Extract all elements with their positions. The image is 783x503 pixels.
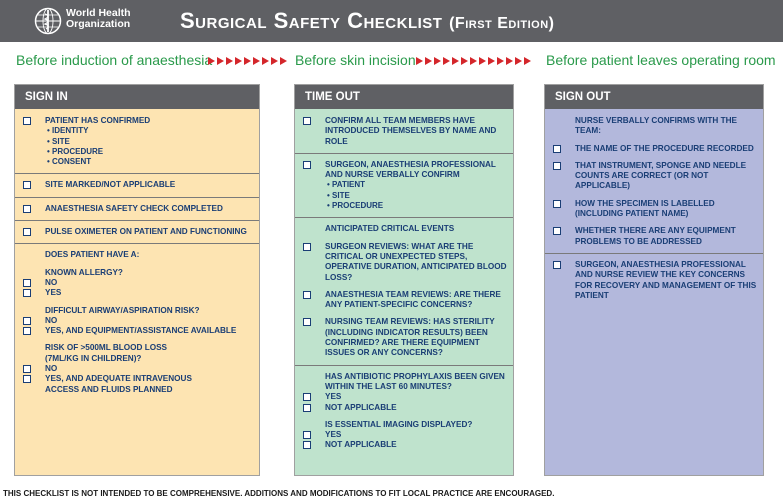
anaesthesia-check-label: ANAESTHESIA SAFETY CHECK COMPLETED [45, 203, 223, 213]
pulse-oximeter-section [15, 221, 259, 244]
equipment-problems-checkbox[interactable] [553, 227, 561, 235]
footer-disclaimer: THIS CHECKLIST IS NOT INTENDED TO BE COMPREHENSIVE. ADDITIONS AND MODIFICATIONS TO FIT LOCAL PRACTICE ARE ENCOURAGED. [3, 489, 555, 498]
pulse-oximeter-checkbox[interactable] [23, 228, 31, 236]
confirmed-item-site: • SITE [47, 136, 70, 146]
phase-arrows-1-icon [208, 57, 289, 67]
review-concerns-label: SURGEON, ANAESTHESIA PROFESSIONAL AND NURSE REVIEW THE KEY CONCERNS FOR RECOVERY AND MANAGEMENT OF THIS PATIENT [575, 259, 757, 300]
blood-loss-no-label: NO [45, 364, 58, 374]
nurse-confirms-label: NURSE VERBALLY CONFIRMS WITH THE TEAM: [575, 116, 737, 136]
imaging-na-checkbox[interactable] [303, 441, 311, 449]
airway-yes-label: YES, AND EQUIPMENT/ASSISTANCE AVAILABLE [45, 326, 237, 336]
patient-confirmed-section [15, 109, 259, 174]
airway-no-label: NO [45, 315, 58, 325]
confirmed-item-procedure: • PROCEDURE [47, 146, 104, 156]
imaging-yes-checkbox[interactable] [303, 431, 311, 439]
antibiotic-yes-label: YES [325, 392, 342, 402]
confirmed-item-consent: • CONSENT [47, 157, 92, 167]
org-line-1: World Health [66, 7, 131, 19]
blood-loss-question-2: (7ML/KG IN CHILDREN)? [45, 353, 142, 363]
procedure-name-label: THE NAME OF THE PROCEDURE RECORDED [575, 143, 754, 153]
site-marked-label: SITE MARKED/NOT APPLICABLE [45, 180, 176, 190]
verbally-confirm-section [295, 154, 513, 218]
org-line-2: Organization [66, 18, 131, 30]
blood-loss-yes-checkbox[interactable] [23, 375, 31, 383]
counts-correct-checkbox[interactable] [553, 162, 561, 170]
allergy-no-checkbox[interactable] [23, 279, 31, 287]
imaging-na-label: NOT APPLICABLE [325, 440, 397, 450]
specimen-labelled-checkbox[interactable] [553, 200, 561, 208]
phase-arrows-2-icon [416, 57, 533, 67]
imaging-question: IS ESSENTIAL IMAGING DISPLAYED? [325, 419, 473, 429]
organization-name [66, 8, 131, 30]
verbally-item-procedure: • PROCEDURE [327, 201, 384, 211]
verbally-confirm-checkbox[interactable] [303, 161, 311, 169]
airway-yes-checkbox[interactable] [23, 327, 31, 335]
patient-confirmed-label: PATIENT HAS CONFIRMED [45, 116, 151, 125]
anaesthesia-check-checkbox[interactable] [23, 205, 31, 213]
site-marked-section [15, 174, 259, 197]
review-concerns-checkbox[interactable] [553, 261, 561, 269]
blood-loss-question-1: RISK OF >500ML BLOOD LOSS [45, 343, 168, 353]
confirm-team-section [295, 109, 513, 154]
airway-question: DIFFICULT AIRWAY/ASPIRATION RISK? [45, 305, 200, 315]
confirmed-item-identity: • IDENTITY [47, 126, 89, 136]
verbally-item-site: • SITE [327, 190, 350, 200]
sign-in-heading: SIGN IN [15, 85, 259, 109]
does-patient-have-label: DOES PATIENT HAVE A: [45, 250, 140, 260]
nursing-reviews-checkbox[interactable] [303, 318, 311, 326]
antibiotic-yes-checkbox[interactable] [303, 393, 311, 401]
nursing-reviews-label: NURSING TEAM REVIEWS: HAS STERILITY (INCLUDING INDICATOR RESULTS) BEEN CONFIRMED? ARE THERE EQUIPMENT ISSUES OR ANY CONCERNS? [325, 317, 495, 358]
sign-in-column [14, 84, 260, 476]
patient-confirmed-checkbox[interactable] [23, 117, 31, 125]
title-text: Surgical Safety Checklist [180, 8, 443, 33]
phase-label-3: Before patient leaves operating room [546, 52, 776, 68]
allergy-no-label: NO [45, 277, 58, 287]
critical-events-label: ANTICIPATED CRITICAL EVENTS [325, 224, 455, 234]
site-marked-checkbox[interactable] [23, 181, 31, 189]
phase-label-2: Before skin incision [295, 52, 416, 68]
antibiotic-na-label: NOT APPLICABLE [325, 402, 397, 412]
pulse-oximeter-label: PULSE OXIMETER ON PATIENT AND FUNCTIONING [45, 227, 247, 237]
verbally-confirm-label: SURGEON, ANAESTHESIA PROFESSIONAL AND NURSE VERBALLY CONFIRM [325, 159, 496, 180]
header-bar [0, 0, 783, 42]
allergy-yes-checkbox[interactable] [23, 289, 31, 297]
who-emblem-icon [34, 7, 62, 35]
blood-loss-no-checkbox[interactable] [23, 365, 31, 373]
sign-out-heading: SIGN OUT [545, 85, 763, 109]
page-title [180, 8, 554, 34]
imaging-yes-label: YES [325, 430, 342, 440]
critical-events-section [295, 218, 513, 365]
antibiotic-na-checkbox[interactable] [303, 404, 311, 412]
time-out-heading: TIME OUT [295, 85, 513, 109]
anaesthesia-check-section [15, 198, 259, 221]
nurse-confirms-section [545, 109, 763, 254]
anaesthesia-reviews-checkbox[interactable] [303, 291, 311, 299]
specimen-labelled-label: HOW THE SPECIMEN IS LABELLED (INCLUDING PATIENT NAME) [575, 198, 715, 219]
equipment-problems-label: WHETHER THERE ARE ANY EQUIPMENT PROBLEMS TO BE ADDRESSED [575, 226, 736, 246]
review-concerns-section [545, 254, 763, 307]
confirm-team-checkbox[interactable] [303, 117, 311, 125]
antibiotic-imaging-section [295, 366, 513, 457]
verbally-item-patient: • PATIENT [327, 180, 366, 190]
blood-loss-yes-label: YES, AND ADEQUATE INTRAVENOUS ACCESS AND FLUIDS PLANNED [45, 374, 192, 394]
edition-text: (First Edition) [449, 15, 555, 32]
procedure-name-checkbox[interactable] [553, 145, 561, 153]
allergy-yes-label: YES [45, 288, 62, 298]
airway-no-checkbox[interactable] [23, 317, 31, 325]
counts-correct-label: THAT INSTRUMENT, SPONGE AND NEEDLE COUNTS ARE CORRECT (OR NOT APPLICABLE) [575, 160, 747, 191]
surgeon-reviews-label: SURGEON REVIEWS: WHAT ARE THE CRITICAL OR UNEXPECTED STEPS, OPERATIVE DURATION, ANTICIPATED BLOOD LOSS? [325, 241, 507, 282]
sign-out-column [544, 84, 764, 476]
anaesthesia-reviews-label: ANAESTHESIA TEAM REVIEWS: ARE THERE ANY PATIENT-SPECIFIC CONCERNS? [325, 289, 501, 310]
allergy-question: KNOWN ALLERGY? [45, 267, 123, 277]
phase-label-1: Before induction of anaesthesia [16, 52, 213, 68]
antibiotic-question: HAS ANTIBIOTIC PROPHYLAXIS BEEN GIVEN WITHIN THE LAST 60 MINUTES? [325, 371, 505, 391]
time-out-column [294, 84, 514, 476]
patient-risk-section [15, 244, 259, 401]
confirm-team-label: CONFIRM ALL TEAM MEMBERS HAVE INTRODUCED THEMSELVES BY NAME AND ROLE [325, 116, 497, 146]
surgeon-reviews-checkbox[interactable] [303, 243, 311, 251]
